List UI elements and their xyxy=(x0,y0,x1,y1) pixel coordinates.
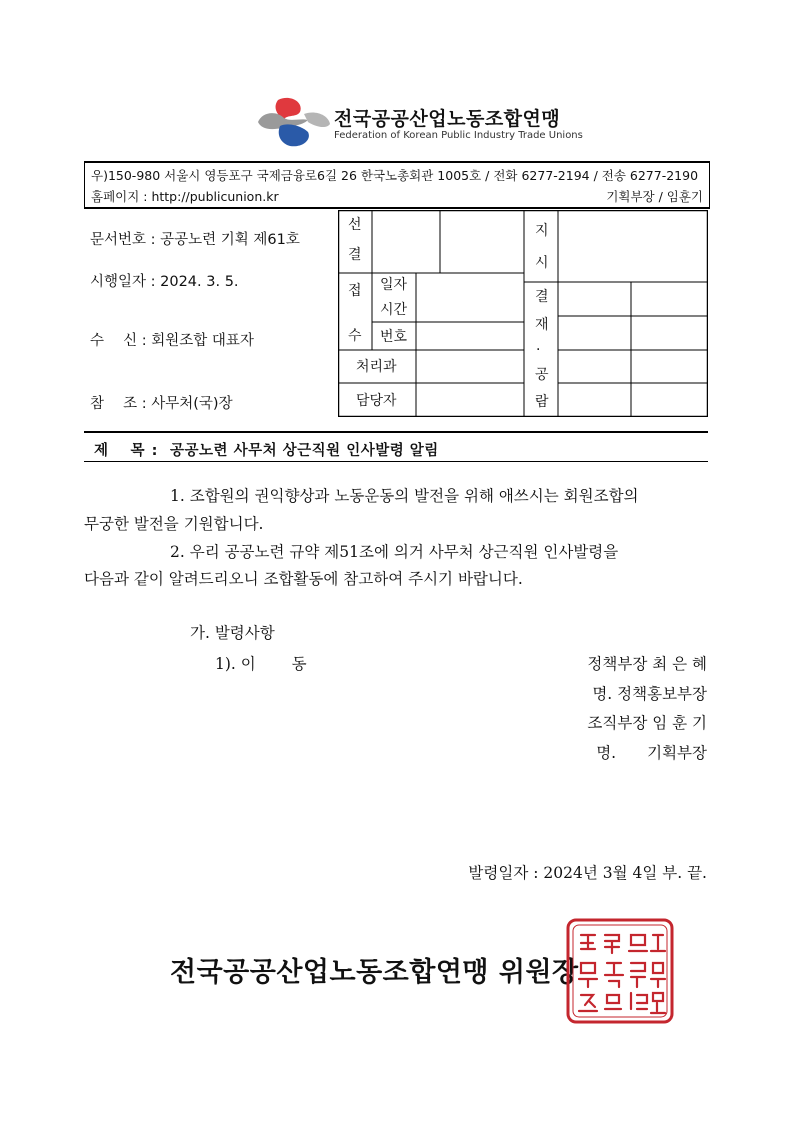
grid-label-gyeoljae-1: 결 xyxy=(535,289,549,305)
paragraph-1-line-2: 무궁한 발전을 기원합니다. xyxy=(84,515,264,533)
org-logo-icon xyxy=(256,96,332,148)
issue-date: 시행일자 : 2024. 3. 5. xyxy=(90,274,239,290)
address-box xyxy=(84,161,710,209)
signature-title: 전국공공산업노동조합연맹 위원장 xyxy=(170,957,579,988)
paragraph-2-line-1: 2. 우리 공공노련 규약 제51조에 의거 사무처 상근직원 인사발령을 xyxy=(170,543,619,561)
transfer-line-3: 조직부장 임 훈 기 xyxy=(587,714,707,732)
homepage-line: 홈페이지 : http://publicunion.kr xyxy=(91,189,279,204)
subject-label: 제 목 : xyxy=(94,443,159,459)
grid-label-time: 시간 xyxy=(380,302,408,318)
item-label: 1). 이 동 xyxy=(215,655,307,673)
grid-label-ji: 지 xyxy=(535,223,549,239)
grid-label-gyeoljae-4: 공 xyxy=(535,367,549,383)
recipient: 수 신 : 회원조합 대표자 xyxy=(90,333,254,349)
section-heading: 가. 발령사항 xyxy=(190,624,275,642)
grid-label-su: 수 xyxy=(348,328,362,344)
grid-label-gyeoljae-2: 재 xyxy=(535,317,549,333)
grid-label-processing-dept: 처리과 xyxy=(356,359,397,375)
effective-date: 발령일자 : 2024년 3월 4일 부. 끝. xyxy=(468,864,707,882)
document-number: 문서번호 : 공공노련 기획 제61호 xyxy=(90,232,300,248)
paragraph-1-line-1: 1. 조합원의 권익향상과 노동운동의 발전을 위해 애쓰시는 회원조합의 xyxy=(170,487,639,505)
org-name-english: Federation of Korean Public Industry Trade Unions xyxy=(334,130,583,141)
address-line: 우)150-980 서울시 영등포구 국제금융로6길 26 한국노총회관 1005호 / 전화 6277-2194 / 전송 6277-2190 xyxy=(91,168,699,183)
subject-row xyxy=(84,431,708,462)
paragraph-2-line-2: 다음과 같이 알려드리오니 조합활동에 참고하여 주시기 바랍니다. xyxy=(84,570,523,588)
approval-grid xyxy=(338,210,708,417)
grid-label-date: 일자 xyxy=(380,277,408,293)
grid-label-gyeol: 결 xyxy=(348,247,362,263)
department-contact: 기획부장 / 임훈기 xyxy=(606,189,703,204)
transfer-line-1: 정책부장 최 은 혜 xyxy=(587,655,707,673)
reference: 참 조 : 사무처(국)장 xyxy=(90,396,233,412)
grid-label-si: 시 xyxy=(535,255,549,271)
grid-label-number: 번호 xyxy=(380,329,408,345)
transfer-line-4: 명. 기획부장 xyxy=(596,744,707,762)
grid-label-jeop: 접 xyxy=(348,283,362,299)
grid-label-gyeoljae-3: · xyxy=(536,342,541,358)
grid-label-person-in-charge: 담당자 xyxy=(356,393,397,409)
transfer-line-2: 명. 정책홍보부장 xyxy=(592,685,707,703)
org-name-korean: 전국공공산업노동조합연맹 xyxy=(334,108,561,130)
official-seal-icon xyxy=(565,917,675,1025)
subject-title: 공공노련 사무처 상근직원 인사발령 알림 xyxy=(170,443,439,459)
grid-label-seon: 선 xyxy=(348,217,362,233)
grid-label-gyeoljae-5: 람 xyxy=(535,394,549,410)
